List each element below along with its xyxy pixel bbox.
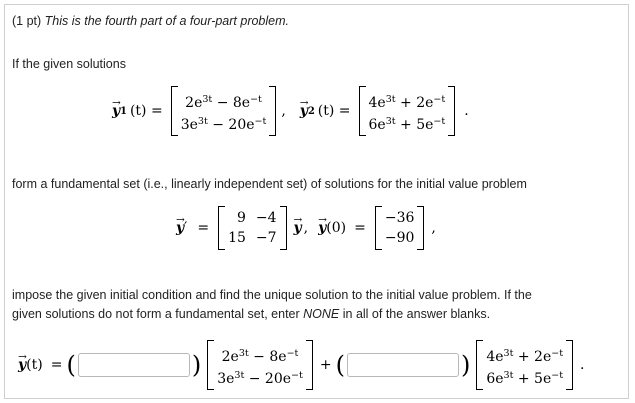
matrix-cell: 15	[228, 230, 246, 246]
y-of-t-symbol: → y	[18, 357, 26, 373]
y-prime-symbol: → y	[176, 220, 184, 236]
y2-answer-bracket-right	[566, 340, 573, 390]
initial-bracket-right	[417, 206, 424, 250]
y2-bracket-right	[448, 86, 455, 136]
instruction-text-2: given solutions do not form a fundamental set, enter NONE in all of the answer blanks.	[12, 307, 491, 321]
part-note: This is the fourth part of a four-part problem.	[44, 14, 290, 28]
initial-value: −90	[384, 230, 415, 246]
initial-bracket-left	[375, 206, 382, 250]
y2-bracket-left	[359, 86, 366, 136]
y1-bracket-right	[269, 86, 276, 136]
plus-sign: +	[319, 357, 332, 373]
problem-header	[12, 14, 289, 28]
y2-answer-vector: $4e^{3t} + 2e^{-t}$ $6e^{3t} + 5e^{-t}$	[486, 348, 564, 388]
matrix-cell: 9	[236, 210, 246, 226]
coefficient-matrix	[228, 208, 276, 248]
y-vector-symbol: → y	[294, 220, 302, 236]
y1-answer-vector: $2e^{3t} - 8e^{-t}$ $3e^{3t} - 20e^{-t}$	[217, 348, 303, 388]
y1-answer-bracket-left	[207, 340, 214, 390]
y1-arg: (t) =	[129, 103, 163, 119]
fundamental-text: form a fundamental set (i.e., linearly independent set) of solutions for the initial value problem	[12, 177, 527, 191]
initial-value: −36	[384, 210, 415, 226]
y2-answer-bracket-left	[476, 340, 483, 390]
none-keyword: NONE	[303, 307, 340, 321]
points-label: (1 pt)	[12, 14, 42, 28]
intro-text: If the given solutions	[12, 57, 126, 71]
y2-symbol: → y	[300, 103, 308, 119]
matrix-cell: −4	[255, 210, 277, 226]
ivp-row: → y ′ = 9 −4 15 −7 → y , → y (0) = −36 −90 ,	[176, 206, 436, 250]
initial-vector	[385, 208, 415, 248]
solutions-row: → y 1 (t) = $2e^{3t} - 8e^{-t}$ $3e^{3t} - 20e^{-t}$ , → y 2 (t) = $4e^{3t} + 2e^{-t}$ $6e^{3t} + 5e^{-t}$ .	[112, 86, 469, 136]
y1-symbol: → y	[112, 103, 120, 119]
y1-bracket-left	[171, 86, 178, 136]
coefficient-c2-input[interactable]	[347, 353, 459, 377]
matrix-bracket-left	[218, 206, 225, 250]
matrix-cell: −7	[255, 230, 277, 246]
y1-vector: $2e^{3t} - 8e^{-t}$ $3e^{3t} - 20e^{-t}$	[180, 94, 267, 134]
answer-row: → y (t) = ( ) $2e^{3t} - 8e^{-t}$ $3e^{3t} - 20e^{-t}$ + ( ) $4e^{3t} + 2e^{-t}$ $6e^{3t} + 5e^{-t}$ .	[18, 340, 585, 390]
instruction-text: impose the given initial condition and find the unique solution to the initial value problem. If the	[12, 288, 532, 302]
coefficient-c1-input[interactable]	[78, 353, 190, 377]
matrix-bracket-right	[280, 206, 287, 250]
y1-answer-bracket-right	[306, 340, 313, 390]
y2-vector: $4e^{3t} + 2e^{-t}$ $6e^{3t} + 5e^{-t}$	[368, 94, 446, 134]
y0-symbol: → y	[318, 220, 326, 236]
y2-arg: (t) =	[317, 103, 351, 119]
